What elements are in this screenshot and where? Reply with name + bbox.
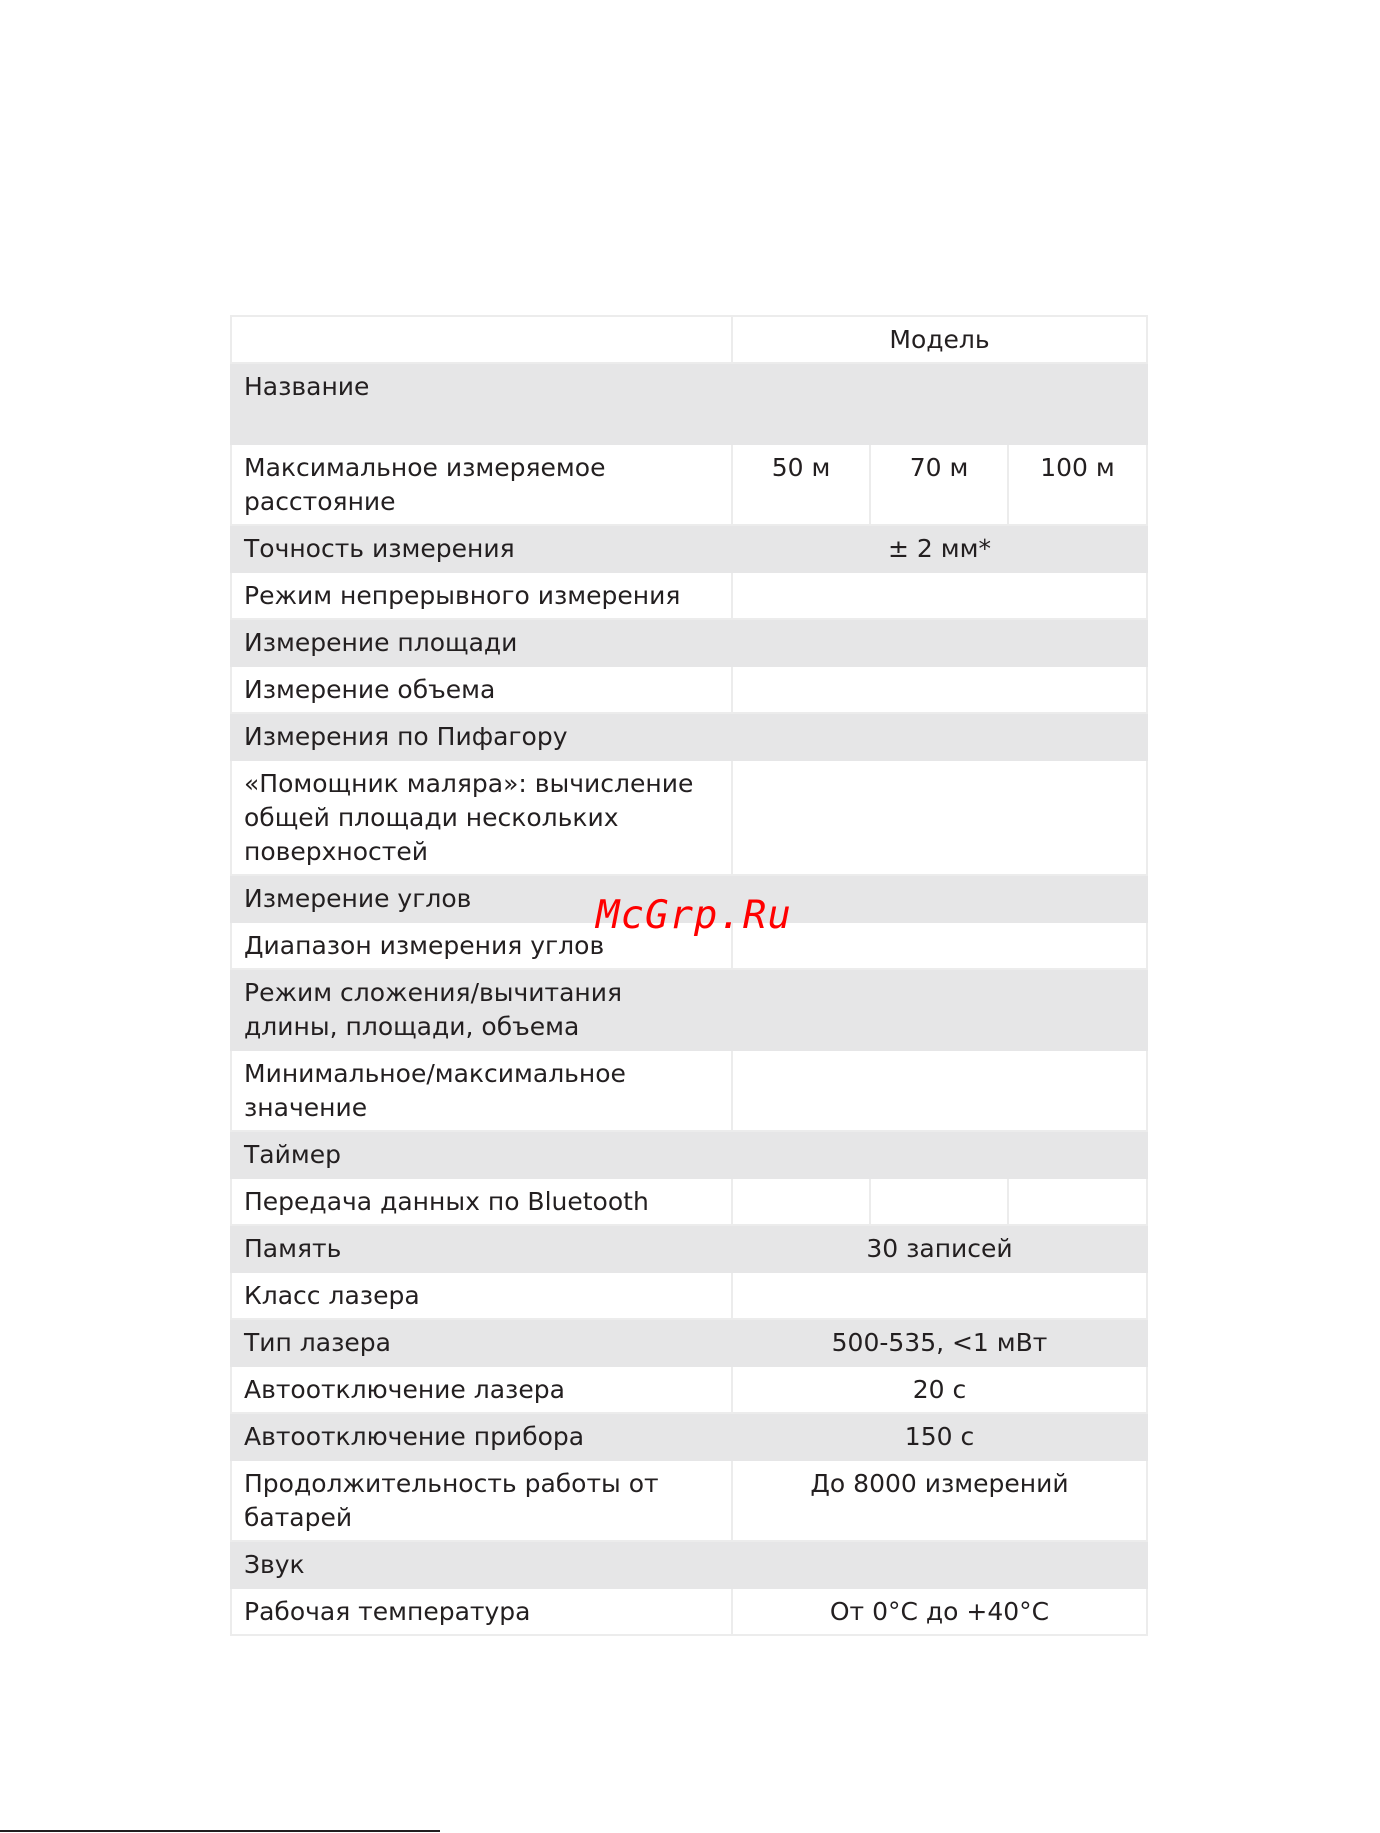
row-value [732,666,1147,713]
row-label: Измерения по Пифагору [231,713,732,760]
row-label: Диапазон измерения углов [231,922,732,969]
bluetooth-row [231,1178,1147,1225]
row-value: 150 с [732,1413,1147,1460]
distance-row [231,444,1147,525]
table-row [231,666,1147,713]
header-row [231,316,1147,363]
specifications-table [230,315,1148,1636]
table-row [231,1413,1147,1460]
table-row [231,1366,1147,1413]
table-row [231,1588,1147,1635]
table-row [231,619,1147,666]
row-label: Режим непрерывного измерения [231,572,732,619]
table-row [231,1225,1147,1272]
row-label: Звук [231,1541,732,1588]
table-row [231,572,1147,619]
row-label: «Помощник маляра»: вычисление общей площади нескольких поверхностей [231,760,732,875]
row-label: Класс лазера [231,1272,732,1319]
row-label: Автоотключение лазера [231,1366,732,1413]
bluetooth-value-3 [1008,1178,1147,1225]
row-label: Память [231,1225,732,1272]
table-row [231,1131,1147,1178]
row-label: Измерение объема [231,666,732,713]
table-row [231,713,1147,760]
row-value: 500-535, <1 мВт [732,1319,1147,1366]
row-value [732,713,1147,760]
row-label: Измерение углов [231,875,732,922]
table-row [231,1460,1147,1541]
row-label: Таймер [231,1131,732,1178]
row-label: Точность измерения [231,525,732,572]
row-label: Режим сложения/вычитания длины, площади, объема [231,969,732,1050]
row-label: Рабочая температура [231,1588,732,1635]
header-label-cell [231,316,732,363]
row-value [732,1050,1147,1131]
name-label: Название [231,363,732,444]
table-row [231,1319,1147,1366]
table-row [231,969,1147,1050]
row-value [732,1131,1147,1178]
row-value [732,1541,1147,1588]
row-value [732,1272,1147,1319]
bluetooth-value-2 [870,1178,1008,1225]
row-label: Автоотключение прибора [231,1413,732,1460]
watermark-text: McGrp.Ru [596,893,792,938]
name-value [732,363,1147,444]
row-label: Измерение площади [231,619,732,666]
row-value [732,922,1147,969]
row-value: До 8000 измерений [732,1460,1147,1541]
row-label: Минимальное/максимальное значение [231,1050,732,1131]
distance-label: Максимальное измеряемое расстояние [231,444,732,525]
table-row [231,1272,1147,1319]
table-row [231,760,1147,875]
row-label: Тип лазера [231,1319,732,1366]
table-row [231,525,1147,572]
row-value: 30 записей [732,1225,1147,1272]
header-model-cell: Модель [732,316,1147,363]
bluetooth-label: Передача данных по Bluetooth [231,1178,732,1225]
row-value [732,572,1147,619]
row-value: 20 с [732,1366,1147,1413]
row-value [732,760,1147,875]
bluetooth-value-1 [732,1178,870,1225]
distance-value-1: 50 м [732,444,870,525]
row-value [732,875,1147,922]
table-row [231,1541,1147,1588]
row-value [732,969,1147,1050]
row-value: ± 2 мм* [732,525,1147,572]
row-value [732,619,1147,666]
distance-value-2: 70 м [870,444,1008,525]
bottom-divider [0,1830,440,1832]
table-row [231,1050,1147,1131]
distance-value-3: 100 м [1008,444,1147,525]
name-row [231,363,1147,444]
row-value: От 0°C до +40°C [732,1588,1147,1635]
row-label: Продолжительность работы от батарей [231,1460,732,1541]
